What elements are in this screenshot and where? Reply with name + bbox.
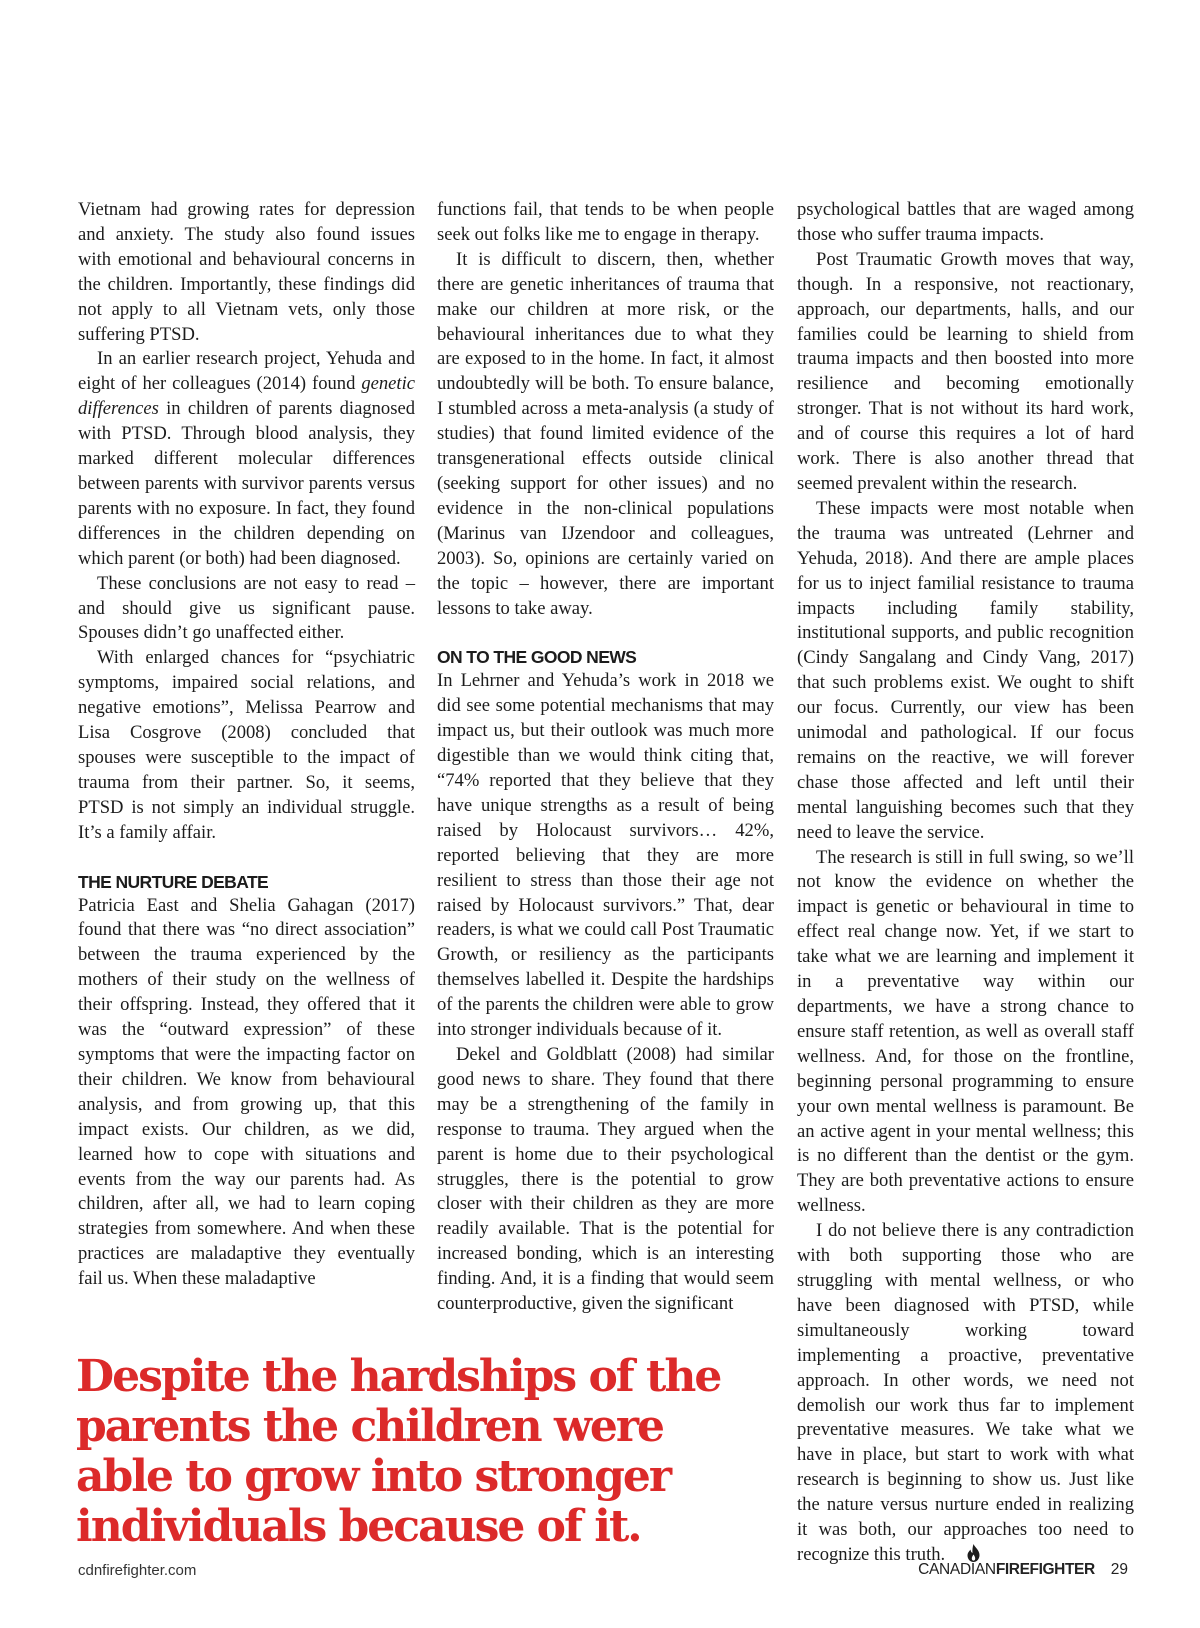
magazine-name-light: CANADIAN	[918, 1561, 996, 1578]
paragraph-text: I do not believe there is any contradiction with both supporting those who are struggling with mental wellness, or who have been diagnosed with PTSD, while simultaneously working toward implementing a proactive, preventative approach. In other words, we need not demolish our work thus far to implement preventative measures. We take what we have in place, but start to work with what research is beginning to show us. Just like the nature versus nurture ended in realizing it was both, our approaches too need to recognize this truth.	[797, 1220, 1134, 1565]
emphasis-text: genetic differences	[78, 373, 415, 420]
paragraph	[78, 347, 415, 571]
paragraph-text: in children of parents diagnosed with PTSD. Through blood analysis, they marked different molecular differences between parents with survivor parents versus parents with no exposure. In fact, they found differences in the children depending on which parent (or both) had been diagnosed.	[78, 398, 415, 569]
magazine-name-bold: FIREFIGHTER	[995, 1561, 1095, 1578]
paragraph: In Lehrner and Yehuda’s work in 2018 we did see some potential mechanisms that may impact us, but their outlook was much more digestible than we would think citing that, “74% reported that they believe that they have unique strengths as a result of being raised by Holocaust survivors… 42%, reported believing that they are more resilient to stress than those their age not raised by Holocaust survivors.” That, dear readers, is what we could call Post Traumatic Growth, or resiliency as the participants themselves labelled it. Despite the hardships of the parents the children were able to grow into stronger individuals because of it.	[437, 670, 774, 1041]
paragraph: It is difficult to discern, then, whether there are genetic inheritances of trauma that make our children at more risk, or the behavioural inheritances due to what they are exposed to in the home. In fact, it almost undoubtedly will be both. To ensure balance, I stumbled across a meta-analysis (a study of studies) that found limited evidence of the transgenerational effects outside clinical (seeking support for other issues) and no evidence in the non-clinical populations (Marinus van IJzendoor and colleagues, 2003). So, opinions are certainly varied on the topic – however, there are important lessons to take away.	[437, 248, 774, 619]
article-column-2	[437, 198, 774, 1317]
paragraph: With enlarged chances for “psychiatric symptoms, impaired social relations, and negative emotions”, Melissa Pearrow and Lisa Cosgrove (2008) concluded that spouses were susceptible to the impact of trauma from their partner. So, it seems, PTSD is not simply an individual struggle. It’s a family affair.	[78, 647, 415, 843]
paragraph: Vietnam had growing rates for depression and anxiety. The study also found issues with emotional and behavioural concerns in the children. Importantly, these findings did not apply to all Vietnam vets, only those suffering PTSD.	[78, 199, 415, 345]
footer-website: cdnfirefighter.com	[78, 1562, 197, 1579]
paragraph: These conclusions are not easy to read – and should give us significant pause. Spouses didn’t go unaffected either.	[78, 572, 415, 644]
section-heading: ON TO THE GOOD NEWS	[437, 647, 637, 668]
paragraph: The research is still in full swing, so we’ll not know the evidence on whether the impact is genetic or behavioural in time to effect real change now. Yet, if we start to take what we are learning and implement it in a preventative way within our departments, we have a strong chance to ensure staff retention, as well as overall staff wellness. And, for those on the frontline, beginning personal programming to ensure your own mental wellness is paramount. Be an active agent in your mental wellness; this is no different than the dentist or the gym. They are both preventative actions to ensure wellness.	[797, 846, 1134, 1217]
paragraph: psychological battles that are waged among those who suffer trauma impacts.	[797, 199, 1134, 245]
footer-magazine	[918, 1561, 1128, 1579]
paragraph	[797, 1219, 1134, 1570]
article-column-1	[78, 198, 415, 1292]
paragraph: These impacts were most notable when the trauma was untreated (Lehrner and Yehuda, 2018). And there are ample places for us to inject familial resistance to trauma impacts including family stability, institutional supports, and public recognition (Cindy Sangalang and Cindy Vang, 2017) that such problems exist. We ought to shift our focus. Currently, our view has been unimodal and pathological. If our focus remains on the reactive, we will forever chase those affected and left until their mental languishing becomes such that they need to leave the service.	[797, 497, 1134, 843]
paragraph: Post Traumatic Growth moves that way, though. In a responsive, not reactionary, approach, our departments, halls, and our families could be learning to shield from trauma impacts and then boosted into more resilience and becoming emotionally stronger. That is not without its hard work, and of course this requires a lot of hard work. There is also another thread that seemed prevalent within the research.	[797, 248, 1134, 494]
article-column-3	[797, 198, 1134, 1570]
page-number: 29	[1110, 1561, 1128, 1578]
paragraph: Patricia East and Shelia Gahagan (2017) found that there was “no direct association” between the trauma experienced by the mothers of their study on the wellness of their offspring. Instead, they offered that it was the “outward expression” of these symptoms that were the impacting factor on their children. We know from behavioural analysis, and from growing up, that this impact exists. Our children, as we did, learned how to cope with situations and events from the way our parents had. As children, after all, we had to learn coping strategies from somewhere. And when these practices are maladaptive they eventually fail us. When these maladaptive	[78, 894, 415, 1290]
paragraph: Dekel and Goldblatt (2008) had similar good news to share. They found that there may be a strengthening of the family in response to trauma. They argued when the parent is home due to their psychological struggles, there is the potential to grow closer with their children as they are more readily available. That is the potential for increased bonding, which is an interesting finding. And, it is a finding that would seem counterproductive, given the significant	[437, 1044, 774, 1315]
paragraph-text: In an earlier research project, Yehuda and eight of her colleagues (2014) found	[78, 348, 415, 395]
pull-quote: Despite the hardships of the parents the children were able to grow into stronger individuals because of it.	[76, 1351, 721, 1552]
paragraph: functions fail, that tends to be when people seek out folks like me to engage in therapy.	[437, 199, 774, 245]
section-heading: THE NURTURE DEBATE	[78, 871, 269, 892]
